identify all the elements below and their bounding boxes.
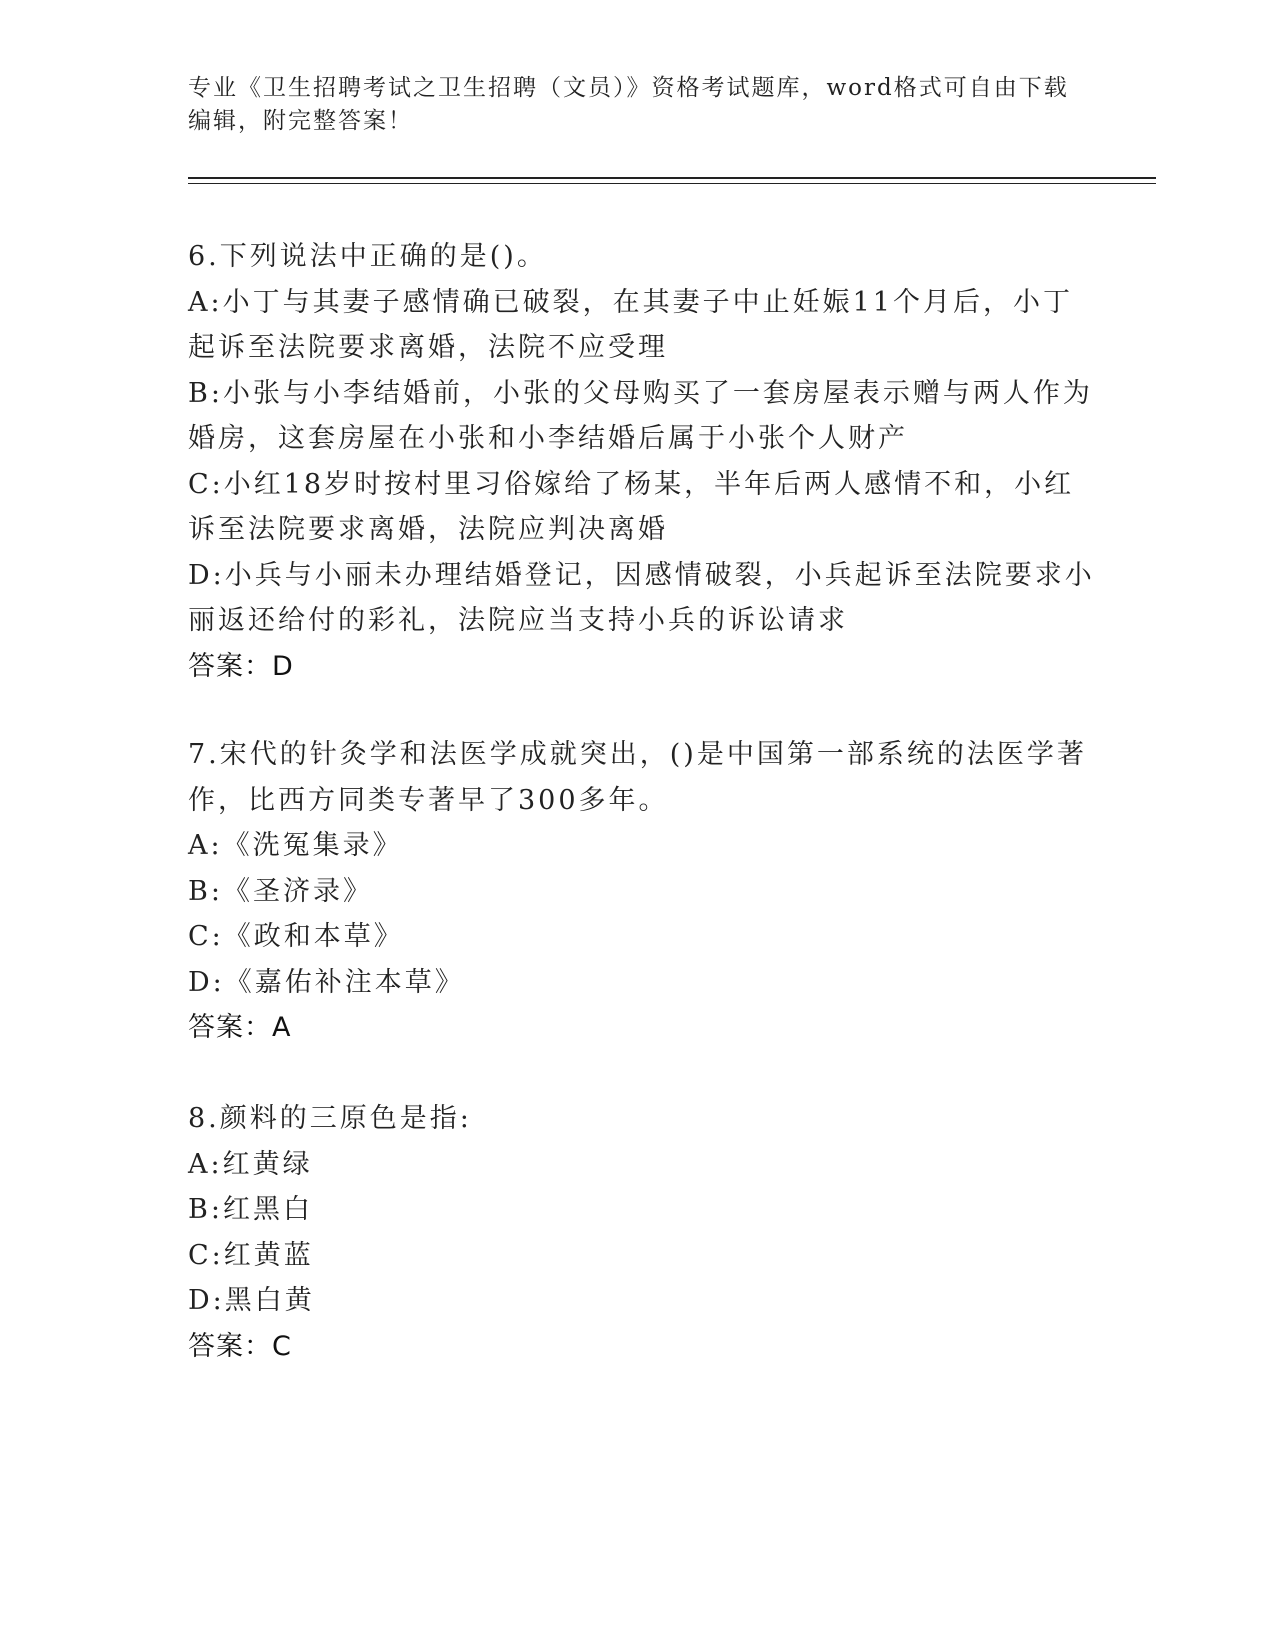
option-a-continued: 起诉至法院要求离婚，法院不应受理 — [188, 332, 668, 363]
option-b: B:小张与小李结婚前，小张的父母购买了一套房屋表示赠与两人作为 — [188, 377, 1093, 409]
option-a: A:《洗冤集录》 — [188, 830, 403, 861]
option-b: B:《圣济录》 — [188, 875, 373, 907]
header-line-2: 编辑，附完整答案！ — [188, 108, 413, 134]
question-stem-continued: 作，比西方同类专著早了300多年。 — [188, 784, 669, 816]
option-c: C:红黄蓝 — [188, 1239, 314, 1271]
question-stem: 8.颜料的三原色是指: — [188, 1103, 472, 1134]
option-b: B:红黑白 — [188, 1194, 313, 1225]
option-d: D:黑白黄 — [188, 1285, 315, 1316]
document-header — [188, 72, 1068, 138]
option-d: D:《嘉佑补注本草》 — [188, 966, 465, 998]
question-stem: 7.宋代的针灸学和法医学成就突出，()是中国第一部系统的法医学著 — [188, 739, 1087, 770]
option-c-continued: 诉至法院要求离婚，法院应判决离婚 — [188, 514, 668, 545]
answer-label: 答案：A — [188, 1012, 292, 1043]
question-7 — [188, 732, 1087, 1051]
answer-label: 答案：D — [188, 650, 294, 682]
question-6 — [188, 234, 1095, 689]
option-b-continued: 婚房，这套房屋在小张和小李结婚后属于小张个人财产 — [188, 423, 908, 454]
option-a: A:红黄绿 — [188, 1148, 313, 1180]
question-8 — [188, 1096, 1078, 1369]
option-c: C:小红18岁时按村里习俗嫁给了杨某，半年后两人感情不和，小红 — [188, 468, 1075, 500]
answer-label: 答案：C — [188, 1330, 292, 1362]
option-d-continued: 丽返还给付的彩礼，法院应当支持小兵的诉讼请求 — [188, 605, 848, 636]
option-d: D:小兵与小丽未办理结婚登记，因感情破裂，小兵起诉至法院要求小 — [188, 559, 1095, 591]
header-divider-thick — [188, 177, 1156, 179]
option-a: A:小丁与其妻子感情确已破裂，在其妻子中止妊娠11个月后，小丁 — [188, 286, 1073, 318]
question-stem: 6.下列说法中正确的是()。 — [188, 241, 547, 272]
header-line-1: 专业《卫生招聘考试之卫生招聘（文员）》资格考试题库，word格式可自由下载 — [188, 75, 1069, 101]
option-c: C:《政和本草》 — [188, 921, 404, 952]
header-divider-thin — [188, 183, 1156, 184]
